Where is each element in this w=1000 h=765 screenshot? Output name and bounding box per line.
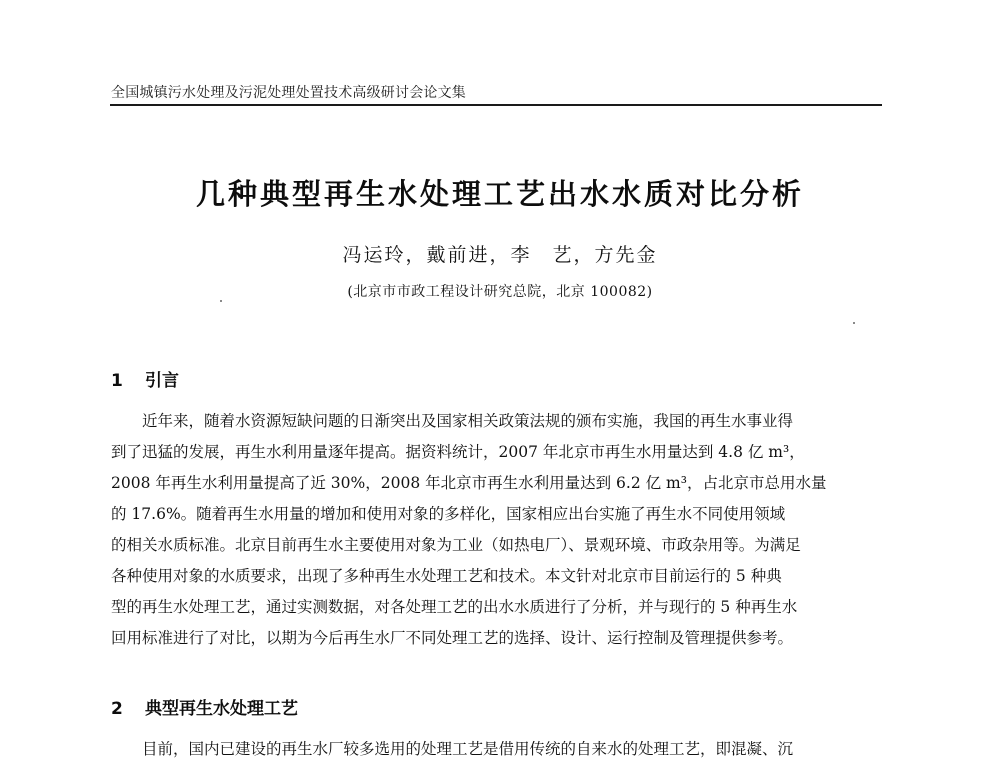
text-line: 目前，国内已建设的再生水厂较多选用的处理工艺是借用传统的自来水的处理工艺，即混凝、沉 <box>111 740 794 758</box>
section-title: 引言 <box>145 371 179 391</box>
running-header: 全国城镇污水处理及污泥处理处置技术高级研讨会论文集 <box>111 85 466 101</box>
paper-title: 几种典型再生水处理工艺出水水质对比分析 <box>195 177 804 211</box>
section-heading-1 <box>111 366 179 391</box>
affiliation: (北京市市政工程设计研究总院，北京 100082) <box>347 284 653 300</box>
section-title: 典型再生水处理工艺 <box>145 699 298 719</box>
section-number: 1 <box>111 371 123 391</box>
text-line: 2008 年再生水利用量提高了近 30%，2008 年北京市再生水利用量达到 6.2 亿 m³，占北京市总用水量 <box>111 474 827 492</box>
authors: 冯运玲，戴前进，李 艺，方先金 <box>342 244 658 266</box>
paragraph-processes <box>111 734 883 765</box>
text-line: 近年来，随着水资源短缺问题的日渐突出及国家相关政策法规的颁布实施，我国的再生水事业得 <box>111 412 794 430</box>
text-line: 到了迅猛的发展，再生水利用量逐年提高。据资料统计，2007 年北京市再生水用量达到 4.8 亿 m³， <box>111 443 805 461</box>
scan-speck <box>853 322 855 324</box>
text-line: 的相关水质标准。北京目前再生水主要使用对象为工业（如热电厂）、景观环境、市政杂用等。为满足 <box>111 536 801 554</box>
text-line: 回用标准进行了对比，以期为今后再生水厂不同处理工艺的选择、设计、运行控制及管理提供参考。 <box>111 629 794 647</box>
text-line: 各种使用对象的水质要求，出现了多种再生水处理工艺和技术。本文针对北京市目前运行的 5 种典 <box>111 567 782 585</box>
header-rule <box>110 104 882 106</box>
scan-speck <box>220 300 222 302</box>
text-line: 型的再生水处理工艺，通过实测数据，对各处理工艺的出水水质进行了分析，并与现行的 5 种再生水 <box>111 598 798 616</box>
section-number: 2 <box>111 699 123 719</box>
paragraph-introduction <box>111 406 883 654</box>
section-heading-2 <box>111 694 298 719</box>
text-line: 的 17.6%。随着再生水用量的增加和使用对象的多样化，国家相应出台实施了再生水不同使用领域 <box>111 505 786 523</box>
